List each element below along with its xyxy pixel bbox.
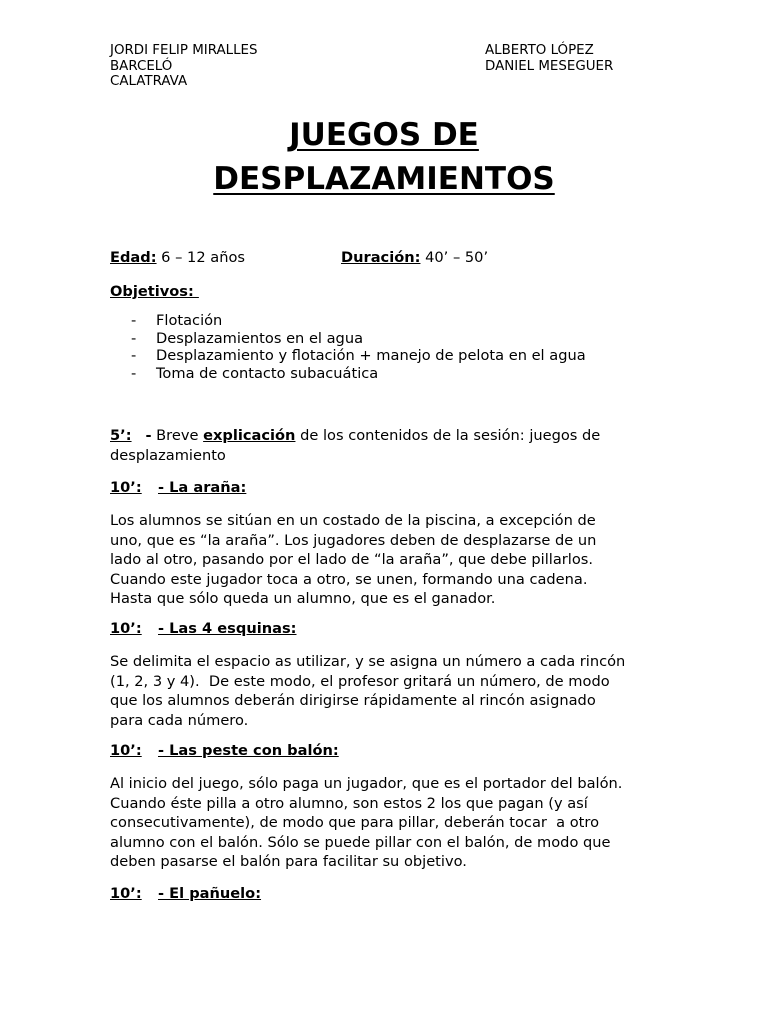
- duracion-value: 40’ – 50’: [420, 249, 489, 266]
- game-minutes: 10’:: [110, 885, 142, 902]
- objetivos-heading: [110, 282, 199, 302]
- list-item: - Flotación: [131, 312, 223, 329]
- author-line: BARCELÓ: [110, 58, 173, 74]
- intro-before: Breve: [151, 427, 204, 444]
- game-name: - Las 4 esquinas:: [158, 620, 297, 637]
- game-heading: [110, 741, 339, 761]
- authors-left: [110, 43, 258, 90]
- intro-line: [110, 426, 600, 446]
- game-name: - La araña:: [158, 479, 247, 496]
- list-item: - Desplazamiento y flotación + manejo de pelota en el agua: [131, 347, 586, 364]
- edad-label: Edad:: [110, 249, 157, 266]
- game-heading: [110, 884, 261, 904]
- objetivos-label: Objetivos:: [110, 283, 199, 300]
- author-line: ALBERTO LÓPEZ: [485, 43, 594, 58]
- game-heading: [110, 478, 246, 498]
- game-minutes: 10’:: [110, 479, 142, 496]
- author-line: DANIEL MESEGUER: [485, 58, 614, 74]
- intro-after: de los contenidos de la sesión: juegos de: [295, 427, 601, 444]
- game-minutes: 10’:: [110, 620, 142, 637]
- duracion-label: Duración:: [341, 249, 421, 266]
- intro-keyword: explicación: [203, 427, 296, 444]
- list-item: - Desplazamientos en el agua: [131, 329, 364, 347]
- title-line: DESPLAZAMIENTOS: [213, 161, 555, 197]
- list-item: - Toma de contacto subacuática: [131, 364, 379, 382]
- duracion-line: [341, 248, 488, 268]
- game-name: - El pañuelo:: [158, 885, 262, 902]
- authors-right: [485, 43, 613, 74]
- document-title: [0, 113, 768, 201]
- game-name: - Las peste con balón:: [158, 742, 339, 759]
- objetivos-list: [131, 312, 586, 382]
- title-line: JUEGOS DE: [289, 117, 479, 153]
- game-heading: [110, 619, 296, 639]
- author-line: CALATRAVA: [110, 74, 188, 89]
- edad-value: 6 – 12 años: [156, 249, 245, 266]
- game-description: Se delimita el espacio as utilizar, y se asigna un número a cada rincón (1, 2, 3 y 4). De este modo, el profesor gritará un número, de modo que los alumnos deberán dirigirse rápidamente al rincón asignado para cada número.: [110, 653, 626, 729]
- game-description: Los alumnos se sitúan en un costado de la piscina, a excepción de uno, que es “la araña”. Los jugadores deben de desplazarse de un lado al otro, pasando por el lado de “la araña”, que debe pillarlos. Cuando este jugador toca a otro, se unen, formando una cadena. Hasta que sólo queda un alumno, que es el ganador.: [110, 512, 597, 607]
- author-line: JORDI FELIP MIRALLES: [110, 43, 258, 58]
- intro-line-2: desplazamiento: [110, 447, 226, 464]
- game-description: Al inicio del juego, sólo paga un jugador, que es el portador del balón. Cuando éste pilla a otro alumno, son estos 2 los que pagan (y así consecutivamente), de modo que para pillar, deberán tocar a otro alumno con el balón. Sólo se puede pillar con el balón, de modo que deben pasarse el balón para facilitar su objetivo.: [110, 775, 623, 870]
- edad-line: [110, 248, 245, 268]
- intro-dash: -: [145, 427, 152, 444]
- intro-minutes: 5’:: [110, 427, 132, 444]
- game-minutes: 10’:: [110, 742, 142, 759]
